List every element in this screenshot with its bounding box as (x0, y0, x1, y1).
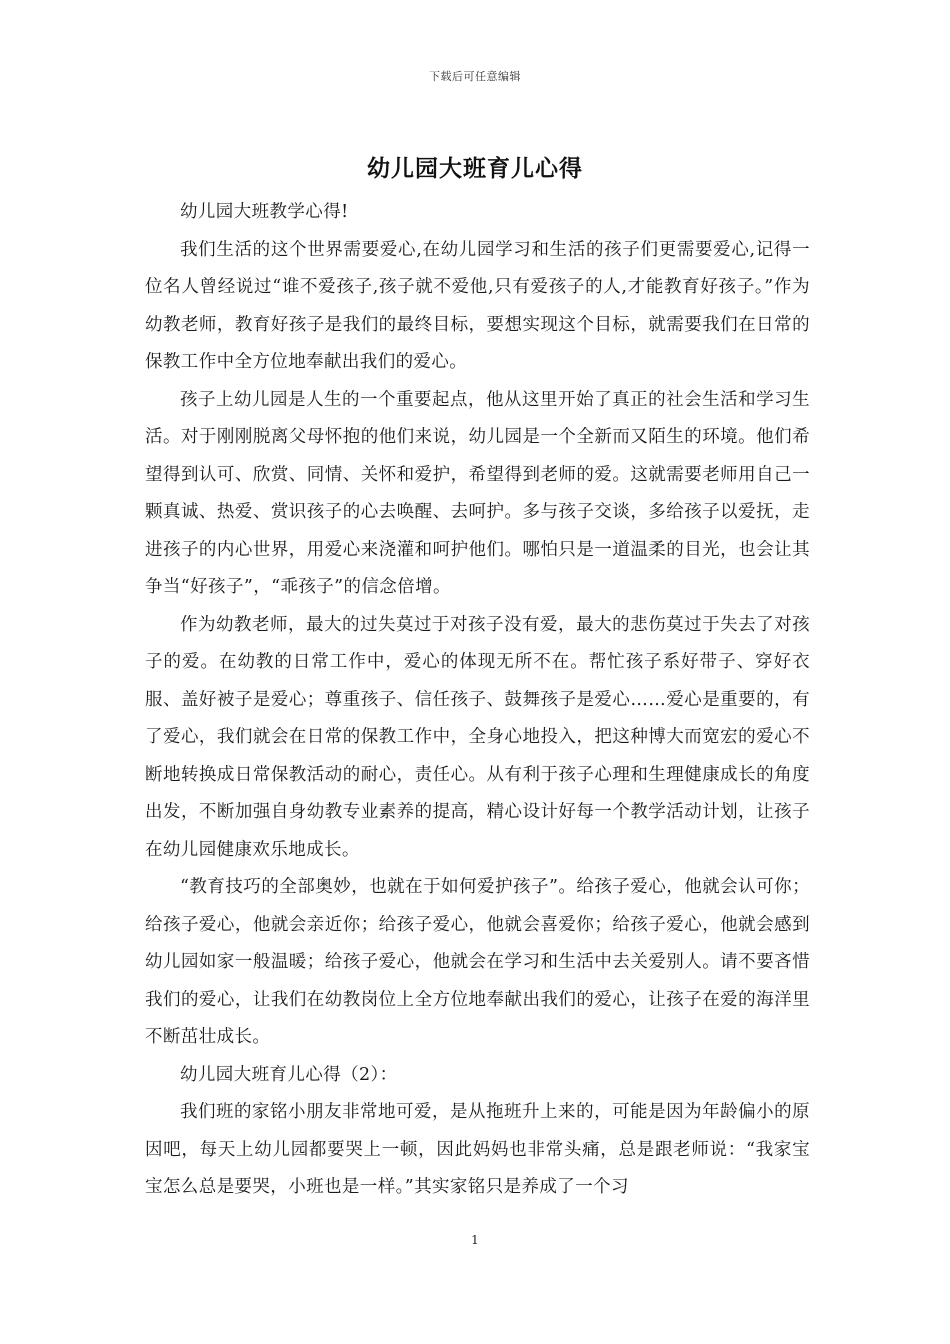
paragraph-7: 我们班的家铭小朋友非常地可爱，是从拖班升上来的，可能是因为年龄偏小的原因吧，每天上幼儿园都要哭上一顿，因此妈妈也非常头痛，总是跟老师说：“我家宝宝怎么总是要哭，小班也是一样。”其实家铭只是养成了一个习 (145, 1102, 810, 1197)
paragraph-1: 幼儿园大班教学心得! (180, 202, 349, 222)
paragraph-5: “教育技巧的全部奥妙，也就在于如何爱护孩子”。给孩子爱心，他就会认可你；给孩子爱心，他就会亲近你；给孩子爱心，他就会喜爱你；给孩子爱心，他就会感到幼儿园如家一般温暖；给孩子爱心，他就会在学习和生活中去关爱别人。请不要吝惜我们的爱心，让我们在幼教岗位上全方位地奉献出我们的爱心，让孩子在爱的海洋里不断茁壮成长。 (145, 877, 810, 1047)
paragraph-4: 作为幼教老师，最大的过失莫过于对孩子没有爱，最大的悲伤莫过于失去了对孩子的爱。在幼教的日常工作中，爱心的体现无所不在。帮忙孩子系好带子、穿好衣服、盖好被子是爱心；尊重孩子、信任孩子、鼓舞孩子是爱心……爱心是重要的，有了爱心，我们就会在日常的保教工作中，全身心地投入，把这种博大而宽宏的爱心不断地转换成日常保教活动的耐心，责任心。从有利于孩子心理和生理健康成长的角度出发，不断加强自身幼教专业素养的提高，精心设计好每一个教学活动计划，让孩子在幼儿园健康欢乐地成长。 (145, 614, 810, 860)
paragraph-2: 我们生活的这个世界需要爱心,在幼儿园学习和生活的孩子们更需要爱心,记得一位名人曾经说过“谁不爱孩子,孩子就不爱他,只有爱孩子的人,才能教育好孩子。”作为幼教老师，教育好孩子是我们的最终目标，要想实现这个目标，就需要我们在日常的保教工作中全方位地奉献出我们的爱心。 (145, 239, 810, 372)
document-body (145, 194, 810, 1207)
document-title: 幼儿园大班育儿心得 (367, 155, 583, 182)
paragraph-6: 幼儿园大班育儿心得（2）： (180, 1064, 398, 1085)
header-note: 下载后可任意编辑 (429, 70, 521, 83)
paragraph-3: 孩子上幼儿园是人生的一个重要起点，他从这里开始了真正的社会生活和学习生活。对于刚刚脱离父母怀抱的他们来说，幼儿园是一个全新而又陌生的环境。他们希望得到认可、欣赏、同情、关怀和爱护，希望得到老师的爱。这就需要老师用自己一颗真诚、热爱、赏识孩子的心去唤醒、去呵护。多与孩子交谈，多给孩子以爱抚，走进孩子的内心世界，用爱心来浇灌和呵护他们。哪怕只是一道温柔的目光，也会让其争当“好孩子”，“乖孩子”的信念倍增。 (145, 389, 810, 597)
page-number: 1 (471, 1233, 479, 1247)
